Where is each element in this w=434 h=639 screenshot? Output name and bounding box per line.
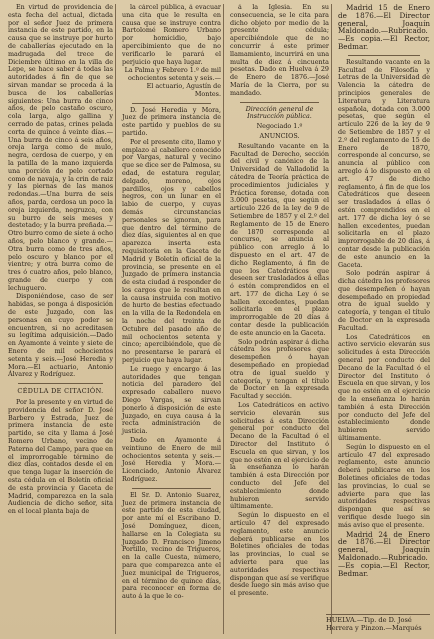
segun-filosofia-text: Según lo dispuesto en el artículo 47 del expresado reglamento, este anuncio deberá publicarse en los Boletines oficiales de todas las provincias, lo cual se advierte para que las autoridades respectivas dispongan que así se verifique desde luego sin más aviso que el presente. xyxy=(338,442,430,529)
requisitoria-text: En virtud de providencia de esta fecha del actual, dictada por el señor Juez de primera instancia de este partido, en la causa que se instruye por hurto de caballerías ejecutado en la madrugada del trece de Diciembre último en la villa de Lepe, se hace saber á todas las autoridades á fin de que se sirvan mandar se proceda á la busca de los caballerías siguientes: Una burra de cinco años, de pelo castaño oscuro, cola larga, algo gallina y cerrado de patas, crines pelada corta de quince á veinte días.—Una burra de cinco á seis años, oreja larga como de mulo, negra, cerdosa de cuerpo, y en la patilla de la mano izquierda una porción de pelo cortado como de navaja, y la crin de raiz y las piernas de las manos redondas.—Una burra de seis años, parda, cerdosa un poco la oreja izquierda, negruzca, con su burro de seis meses y destetado; y la burra preñada.—Otro burro como de siete á ocho años, pelo blanco y grande.—Otra burra como de tres años, pelo oscuro y blanco por el vientre; y otra burra como de tres ó cuatro años, pelo blanco, grande de cuerpo y con lechuguero. xyxy=(8,4,114,292)
vacante-derecho-text: Resultando vacante en la Facultad de Derecho, sección del civil y canónico de la Universidad de Valladolid la cátedra de Teoría práctica de procedimientos judiciales y Práctica forense, dotada con 3.000 pesetas, que según el artículo 226 de la ley de 9 de Setiembre de 1857 y el 2.º del Reglamento de 15 de Enero de 1870 corresponde al concurso, se anuncia al público con arreglo á lo dispuesto en el art. 47 de dicho Reglamento, á fin de que los Catedráticos que deseen ser trasladados á ellas ó estén comprendidos en el art. 177 de dicha Ley ó se hallen excedentes, puedan solicitarla en el plazo improrrogable de 20 días á contar desde la publicación de este anuncio en la Gaceta. xyxy=(230,141,329,337)
anuncios-heading: ANUNCIOS. xyxy=(259,131,300,140)
emplazamiento-closing: Dado en Ayamonte á veintiuno de Enero de mil ochocientos setenta y seis.—José Heredia y Mora.—Licenciado, Antonio Álvarez Rodríguez. xyxy=(122,436,221,484)
vacante-filosofia-text: Resultando vacante en la Facultad de Filosofía y Letras de la Universidad de Valencia la cátedra de principios generales de Literatura y Literatura española, dotada con 3.000 pesetas, que según el artículo 226 de la ley de 9 de Setiembre de 1857 y el 2.º del reglamento de 15 de Enero de 1870, corresponde al concurso, se anuncia al público con arreglo á lo dispuesto en el art. 47 de dicho reglamento, á fin de que los Catedráticos que deseen ser trasladados á ellas ó estén comprendidos en el art. 177 de dicha ley ó se hallen excedentes, puedan solicitarla en el plazo improrrogable de 20 días, á contar desde la publicación de este anuncio en la Gaceta. xyxy=(338,57,430,269)
madrid-date-text: Madrid 15 de Enero de 1876.—El Director general, Joaquín Maldonado.—Rubricado.—Es copia.—El Rector, Bedmar. xyxy=(338,4,430,51)
catedraticos-filosofia-text: Los Catedráticos en activo servicio elevarán sus solicitudes á esta Dirección general por conducto del Decano de la Facultad ó el Director del Instituto ó Escuela en que sirvan, y los que no estén en el ejercicio de la enseñanza lo harán también á esta Dirección por conducto del Jefe del establecimiento donde hubieren servido últimamente. xyxy=(338,332,430,443)
segun-text: Según lo dispuesto en el artículo 47 del expresado reglamento, este anuncio deberá publicarse en los Boletines oficiales de todas las provincias, lo cual se advierte para que las autoridades respectivas dispongan que así se verifique desde luego sin más aviso que el presente. xyxy=(230,511,329,598)
column-1 xyxy=(6,4,116,634)
cita-text: la cárcel pública, á evacuar una cita que le resulta en causa que se instruye contra Bartolomé Romero Urbano por homicidio, bajo apercibimiento que de no verificarlo le parará el perjuicio que haya lugar. xyxy=(122,4,221,66)
column-3 xyxy=(228,4,332,634)
divider xyxy=(18,383,103,384)
emplazamiento-text: Por el presente cito, llamo y emplazo al caballero conocido por Vargas, natural y vecino que se dice ser de Palmosa, su edad, de estatura regular, delgado, moreno, ojos pardillos, ojos y cabellos negros, con un lunar en el labio de cuerpo, y cuyas demás circunstancias personales se ignoran, para que dentro del término de diez días, siguientes al en que aparezca inserta esta requisitoria en la Gaceta de Madrid y Boletín oficial de la provincia, se presente en el Juzgado de primera instancia de esta ciudad á responder de los cargos que le resultan en la causa instruida con motivo de hurto de bestias efectuado en la villa de la Redondela en la noche del treinta de Octubre del pasado año de mil ochocientos setenta y cinco; apercibiéndole, que de no presentarse le parará el perjuicio que haya lugar. xyxy=(122,137,222,365)
divider xyxy=(240,102,319,103)
column-4 xyxy=(336,4,432,634)
columns xyxy=(6,4,432,634)
aspirar-text: Solo podrán aspirar á dicha cátedra los profesores que desempeñen ó hayan desempeñado en propiedad otra de igual sueldo y categoría, y tengan el título de Doctor en la expresada Facultad y sección. xyxy=(230,337,329,401)
madrid-24-text: Madrid 24 de Enero de 1876.—El Director general, Joaquín Maldonado.—Rubricado.—Es copia.—El Rector, Bedmar. xyxy=(338,529,430,578)
aspirar-filosofia-text: Solo podrán aspirar á dicha cátedra los profesores que desempeñen ó hayan desempeñado en propiedad otra de igual sueldo y categoría, y tengan el título de Doctor en la expresada Facultad. xyxy=(338,269,430,332)
cita-date: La Palma y Febrero 1.º de mil ochocientos setenta y seis.—El actuario, Agustín de Montes. xyxy=(124,66,221,98)
ruego-text: Le ruego y encargo á las autoridades que tengan noticia del paradero del expresado caballero nuevo Diego Vargas, se sirvan ponerlo á disposición de este Juzgado, en cuya causa á la recta administración de justicia. xyxy=(122,364,221,436)
iglesia-text: á la Iglesia. En su consecuencia, se le cita para dicho objeto por medio de la presente cédula; apercibiéndole que de no concurrir á este primer llamamiento, incurrirá en una multa de diez á cincuenta pesetas. Dado en Huelva á 29 de Enero de 1876.—José María de la Cierra, por su mandado. xyxy=(230,4,329,97)
requisitoria-closing: Disponiéndose, caso de ser habidas, se ponga á disposición de este Juzgado, con las personas en cuyo poder se encuentren, si no acreditasen su legítima adquisición.—Dado en Ayamonte á veinte y siete de Enero de mil ochocientos setenta y seis.—José Heredia y Mora.—El actuario, Antonio Álvarez y Rodríguez. xyxy=(8,292,113,379)
column-2 xyxy=(120,4,224,634)
divider xyxy=(348,55,420,56)
direccion-heading: Dirección general de Instrucción pública. xyxy=(245,104,314,121)
negociado-label: Negociado 1.º xyxy=(256,122,303,131)
suarez-text: El Sr. D. Antonio Suarez, Juez de primera instancia de este partido de esta ciudad, por ante mí el Escribano D. José Domínguez, dicen, hallarse en la Colegiata su Juzgado D. Francisco Jimeno Portillo, vecino de Trigueros, en la calle Cuesta, número, para que comparezca ante el Juez municipal de Trigueros, en el término de quince días, para reconocer en forma de auto á la que le co- xyxy=(122,490,221,601)
catedraticos-text: Los Catedráticos en activo servicio elevarán sus solicitudes á esta Dirección general por conducto del Decano de la Facultad ó el Director del Instituto ó Escuela en que sirvan, y los que no estén en el ejercicio de la enseñanza lo harán también á esta Dirección por conducto del Jefe del establecimiento donde hubieron servido últimamente. xyxy=(230,401,329,511)
divider xyxy=(132,488,211,489)
printer-imprint: HUELVA.—Tip. de D. José Herrera y Pinzon.—Marqués xyxy=(326,614,430,632)
cedula-text: Por la presente y en virtud de providencia del señor D. José Barbero y Estrada, Juez de primera instancia de este partido, se cita y llama á José Romero Urbano, vecino de Paterna del Campo, para que en el improrrogable término de diez días, contados desde el en que tenga lugar la inserción de esta cédula en el Boletín oficial de esta provincia y Gaceta de Madrid, comparezca en la sala Audiencia de dicho señor, sita en el local planta baja de xyxy=(8,398,113,516)
cedula-heading: CÉDULA DE CITACIÓN. xyxy=(17,387,104,396)
juez-heading-text: D. José Heredia y Mora, Juez de primera instancia de este partido y pueblos de su partido. xyxy=(122,105,221,137)
divider xyxy=(132,103,211,104)
